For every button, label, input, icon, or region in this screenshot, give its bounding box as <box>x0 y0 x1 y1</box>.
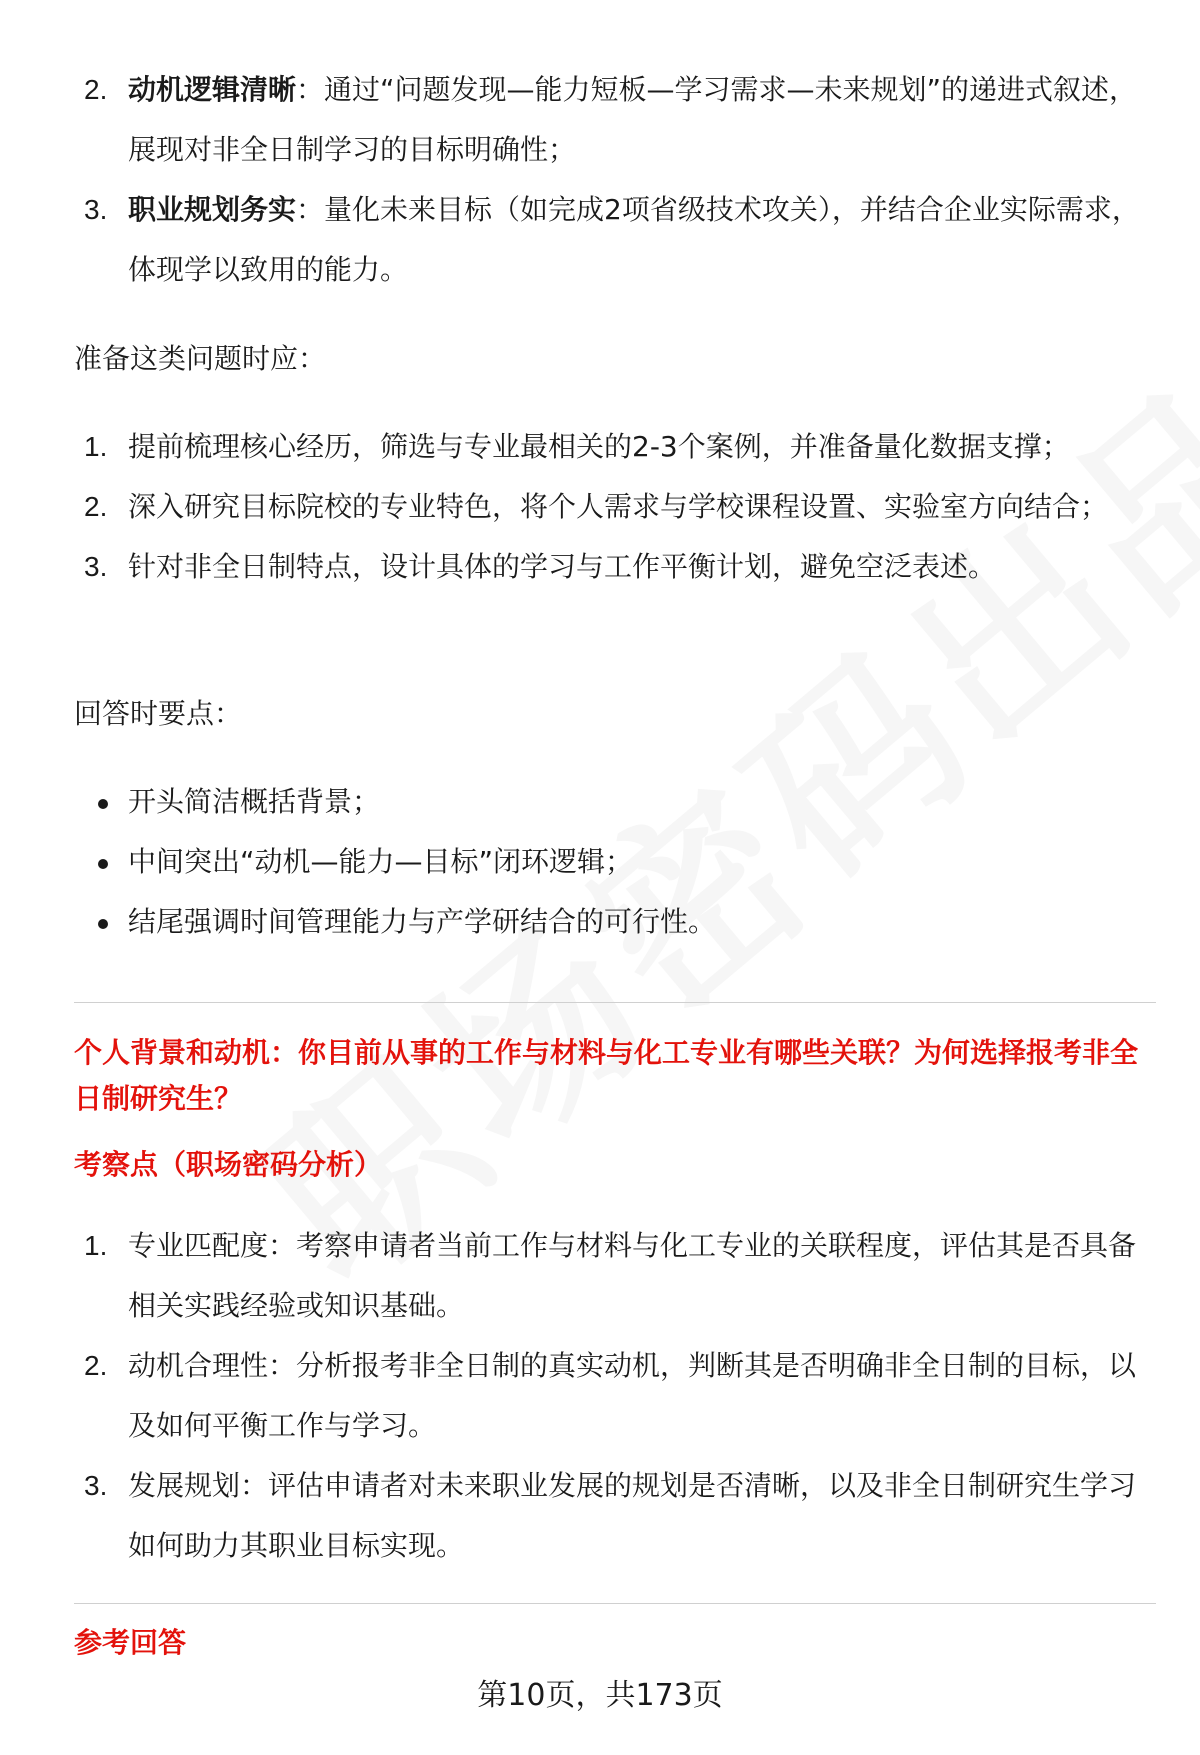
list-item <box>0 892 1200 952</box>
list-item <box>0 477 1200 537</box>
list-item <box>0 180 1200 300</box>
item-bold-label: 职业规划务实 <box>128 193 297 226</box>
prep-heading: 准备这类问题时应： <box>74 342 327 375</box>
list-item <box>0 1456 1200 1576</box>
item-text: 中间突出“动机—能力—目标”闭环逻辑； <box>128 845 634 878</box>
list-number: 3. <box>84 1470 108 1501</box>
answer-list-section <box>0 772 1200 952</box>
bullet-icon <box>98 859 108 869</box>
reference-heading-block <box>0 1620 1200 1666</box>
question-subheading-block <box>0 1142 1200 1188</box>
answer-heading-block <box>0 692 1200 736</box>
bullet-icon <box>98 799 108 809</box>
prep-list <box>0 417 1200 597</box>
list-number: 1. <box>84 1230 108 1261</box>
list-number: 2. <box>84 1350 108 1381</box>
list-item <box>0 537 1200 597</box>
list-item <box>0 1336 1200 1456</box>
answer-heading: 回答时要点： <box>74 697 243 730</box>
item-text: 深入研究目标院校的专业特色，将个人需求与学校课程设置、实验室方向结合； <box>128 490 1109 523</box>
answer-points-list <box>0 772 1200 952</box>
question-title: 个人背景和动机：你目前从事的工作与材料与化工专业有哪些关联？为何选择报考非全日制研究生？ <box>74 1036 1139 1115</box>
question-subheading: 考察点（职场密码分析） <box>74 1148 383 1181</box>
list-number: 3. <box>84 194 108 225</box>
page-number-footer: 第10页，共173页 <box>477 1678 723 1713</box>
item-text: 专业匹配度：考察申请者当前工作与材料与化工专业的关联程度，评估其是否具备相关实践经验或知识基础。 <box>128 1229 1137 1322</box>
item-text: 开头简洁概括背景； <box>128 785 381 818</box>
list-number: 2. <box>84 491 108 522</box>
item-text: 动机合理性：分析报考非全日制的真实动机，判断其是否明确非全日制的目标，以及如何平衡工作与学习。 <box>128 1349 1137 1442</box>
list-item <box>0 60 1200 180</box>
evaluation-list <box>0 60 1200 300</box>
section-divider <box>74 1002 1156 1003</box>
item-text: 结尾强调时间管理能力与产学研结合的可行性。 <box>128 905 717 938</box>
section-divider <box>74 1603 1156 1604</box>
item-text: ：量化未来目标（如完成2项省级技术攻关），并结合企业实际需求，体现学以致用的能力。 <box>128 193 1140 286</box>
reference-answer-heading: 参考回答 <box>74 1626 187 1659</box>
question-title-block <box>0 1030 1200 1122</box>
item-bold-label: 动机逻辑清晰 <box>128 73 297 106</box>
item-text: 针对非全日制特点，设计具体的学习与工作平衡计划，避免空泛表述。 <box>128 550 997 583</box>
list-item <box>0 1216 1200 1336</box>
list-number: 2. <box>84 74 108 105</box>
list-item <box>0 772 1200 832</box>
item-text: ：通过“问题发现—能力短板—学习需求—未来规划”的递进式叙述，展现对非全日制学习的目标明确性； <box>128 73 1138 166</box>
list-number: 1. <box>84 431 108 462</box>
bullet-icon <box>98 919 108 929</box>
prep-heading-block <box>0 337 1200 381</box>
list-number: 3. <box>84 551 108 582</box>
item-text: 提前梳理核心经历，筛选与专业最相关的2-3个案例，并准备量化数据支撑； <box>128 430 1070 463</box>
assessment-list <box>0 1216 1200 1576</box>
assessment-list-section <box>0 1216 1200 1576</box>
evaluation-list-section <box>0 60 1200 300</box>
item-text: 发展规划：评估申请者对未来职业发展的规划是否清晰，以及非全日制研究生学习如何助力其职业目标实现。 <box>128 1469 1137 1562</box>
list-item <box>0 417 1200 477</box>
list-item <box>0 832 1200 892</box>
prep-list-section <box>0 417 1200 597</box>
